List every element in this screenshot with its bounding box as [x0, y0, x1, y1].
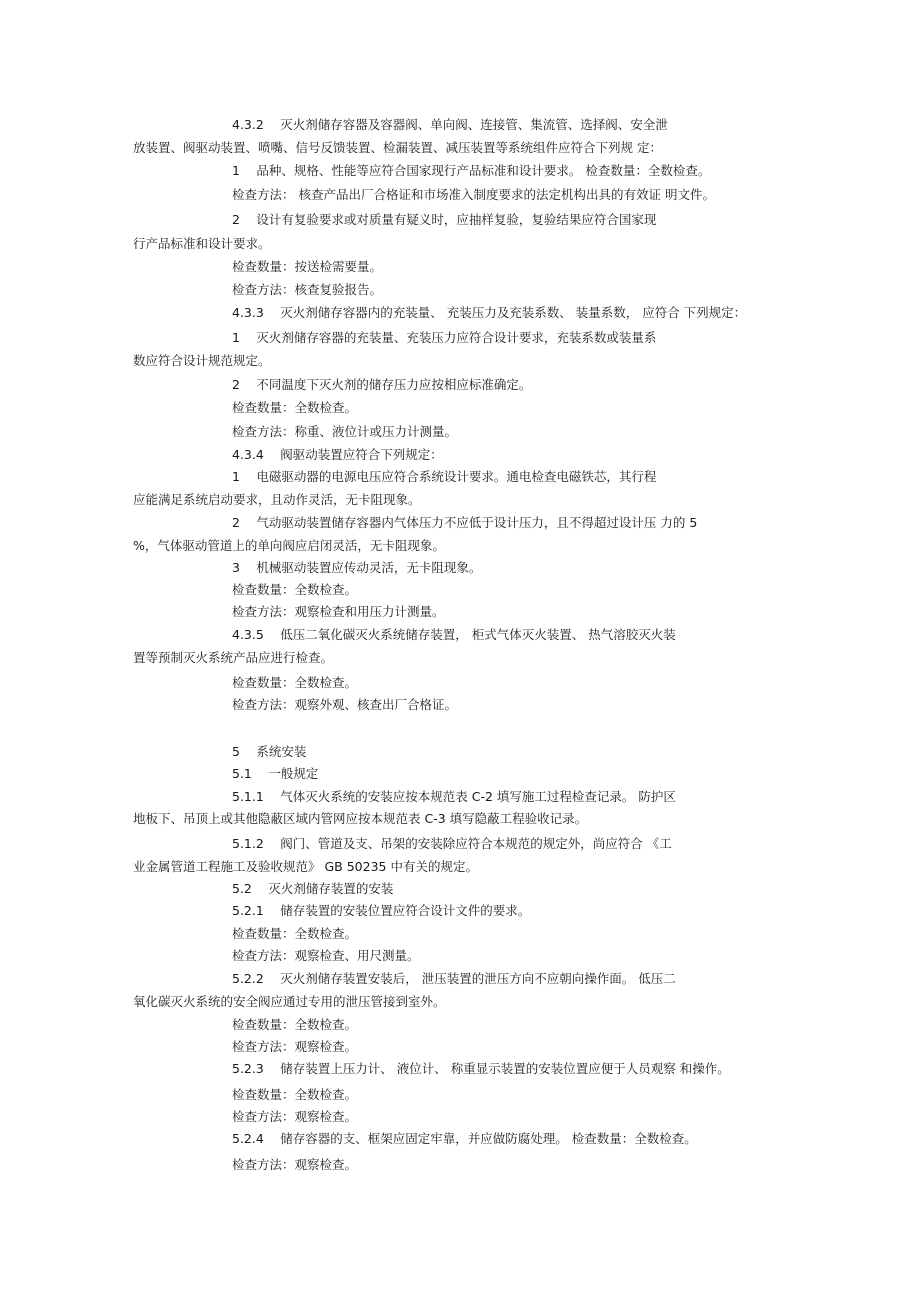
clause-5-1-2: 5.1.2 阀门、管道及支、吊架的安装除应符合本规范的规定外，尚应符合 《工 — [232, 836, 672, 851]
item-1: 1 灭火剂储存容器的充装量、充装压力应符合设计要求，充装系数或装量系 — [232, 330, 657, 345]
text-line: 氧化碳灭火系统的安全阀应通过专用的泄压管接到室外。 — [133, 994, 446, 1009]
item-1: 1 电磁驱动器的电源电压应符合系统设计要求。通电检查电磁铁芯，其行程 — [232, 469, 657, 484]
check-method: 检查方法：观察检查、用尺测量。 — [232, 948, 420, 963]
text-line: %，气体驱动管道上的单向阀应启闭灵活，无卡阻现象。 — [133, 538, 445, 553]
chapter-5-heading: 5 系统安装 — [232, 744, 307, 759]
clause-5-2-1: 5.2.1 储存装置的安装位置应符合设计文件的要求。 — [232, 903, 531, 918]
check-quantity: 检查数量：全数检查。 — [232, 1017, 358, 1032]
check-method: 检查方法：观察检查。 — [232, 1157, 358, 1172]
check-quantity: 检查数量：全数检查。 — [232, 926, 358, 941]
check-method: 检查方法：观察检查。 — [232, 1039, 358, 1054]
check-quantity: 检查数量：全数检查。 — [232, 582, 358, 597]
check-method: 检查方法：观察检查。 — [232, 1109, 358, 1124]
clause-5-2-3: 5.2.3 储存装置上压力计、 液位计、 称重显示装置的安装位置应便于人员观察 和操作。 — [232, 1061, 730, 1076]
item-2: 2 不同温度下灭火剂的储存压力应按相应标准确定。 — [232, 377, 532, 392]
clause-5-2-4: 5.2.4 储存容器的支、框架应固定牢靠，并应做防腐处理。 检查数量：全数检查。 — [232, 1131, 697, 1146]
check-method: 检查方法：称重、液位计或压力计测量。 — [232, 424, 458, 439]
clause-4-3-5: 4.3.5 低压二氧化碳灭火系统储存装置， 柜式气体灭火装置、 热气溶胶灭火装 — [232, 627, 676, 642]
check-quantity: 检查数量：全数检查。 — [232, 1087, 358, 1102]
check-method: 检查方法：观察检查和用压力计测量。 — [232, 604, 445, 619]
clause-4-3-2: 4.3.2 灭火剂储存容器及容器阀、单向阀、连接管、集流管、选择阀、安全泄 — [232, 117, 668, 132]
section-5-1-heading: 5.1 一般规定 — [232, 766, 319, 781]
text-line: 行产品标准和设计要求。 — [133, 236, 271, 251]
check-method: 检查方法：核查复验报告。 — [232, 282, 383, 297]
check-quantity: 检查数量：全数检查。 — [232, 675, 358, 690]
item-2: 2 设计有复验要求或对质量有疑义时，应抽样复验，复验结果应符合国家现 — [232, 212, 657, 227]
text-line: 应能满足系统启动要求，且动作灵活，无卡阻现象。 — [133, 492, 421, 507]
check-quantity: 检查数量：按送检需要量。 — [232, 259, 383, 274]
section-5-2-heading: 5.2 灭火剂储存装置的安装 — [232, 881, 394, 896]
clause-5-1-1: 5.1.1 气体灭火系统的安装应按本规范表 C-2 填写施工过程检查记录。 防护区 — [232, 789, 676, 804]
item-3: 3 机械驱动装置应传动灵活，无卡阻现象。 — [232, 560, 482, 575]
check-method: 检查方法：观察外观、核查出厂合格证。 — [232, 697, 458, 712]
text-line: 数应符合设计规范规定。 — [133, 353, 271, 368]
check-quantity: 检查数量：全数检查。 — [232, 400, 358, 415]
item-2: 2 气动驱动装置储存容器内气体压力不应低于设计压力，且不得超过设计压 力的 5 — [232, 515, 698, 530]
item-1: 1 品种、规格、性能等应符合国家现行产品标准和设计要求。 检查数量：全数检查。 — [232, 163, 711, 178]
text-line: 放装置、阀驱动装置、喷嘴、信号反馈装置、检漏装置、减压装置等系统组件应符合下列规 定： — [133, 140, 662, 155]
check-method: 检查方法： 核查产品出厂合格证和市场准入制度要求的法定机构出具的有效证 明文件。 — [232, 187, 715, 202]
text-line: 业金属管道工程施工及验收规范》 GB 50235 中有关的规定。 — [133, 859, 478, 874]
text-line: 地板下、吊顶上或其他隐蔽区域内管网应按本规范表 C-3 填写隐蔽工程验收记录。 — [133, 811, 588, 826]
clause-5-2-2: 5.2.2 灭火剂储存装置安装后， 泄压装置的泄压方向不应朝向操作面。 低压二 — [232, 971, 676, 986]
clause-4-3-3: 4.3.3 灭火剂储存容器内的充装量、 充装压力及充装系数、 装量系数， 应符合 下列规定： — [232, 305, 747, 320]
text-line: 置等预制灭火系统产品应进行检查。 — [133, 650, 334, 665]
clause-4-3-4: 4.3.4 阀驱动装置应符合下列规定： — [232, 447, 443, 462]
